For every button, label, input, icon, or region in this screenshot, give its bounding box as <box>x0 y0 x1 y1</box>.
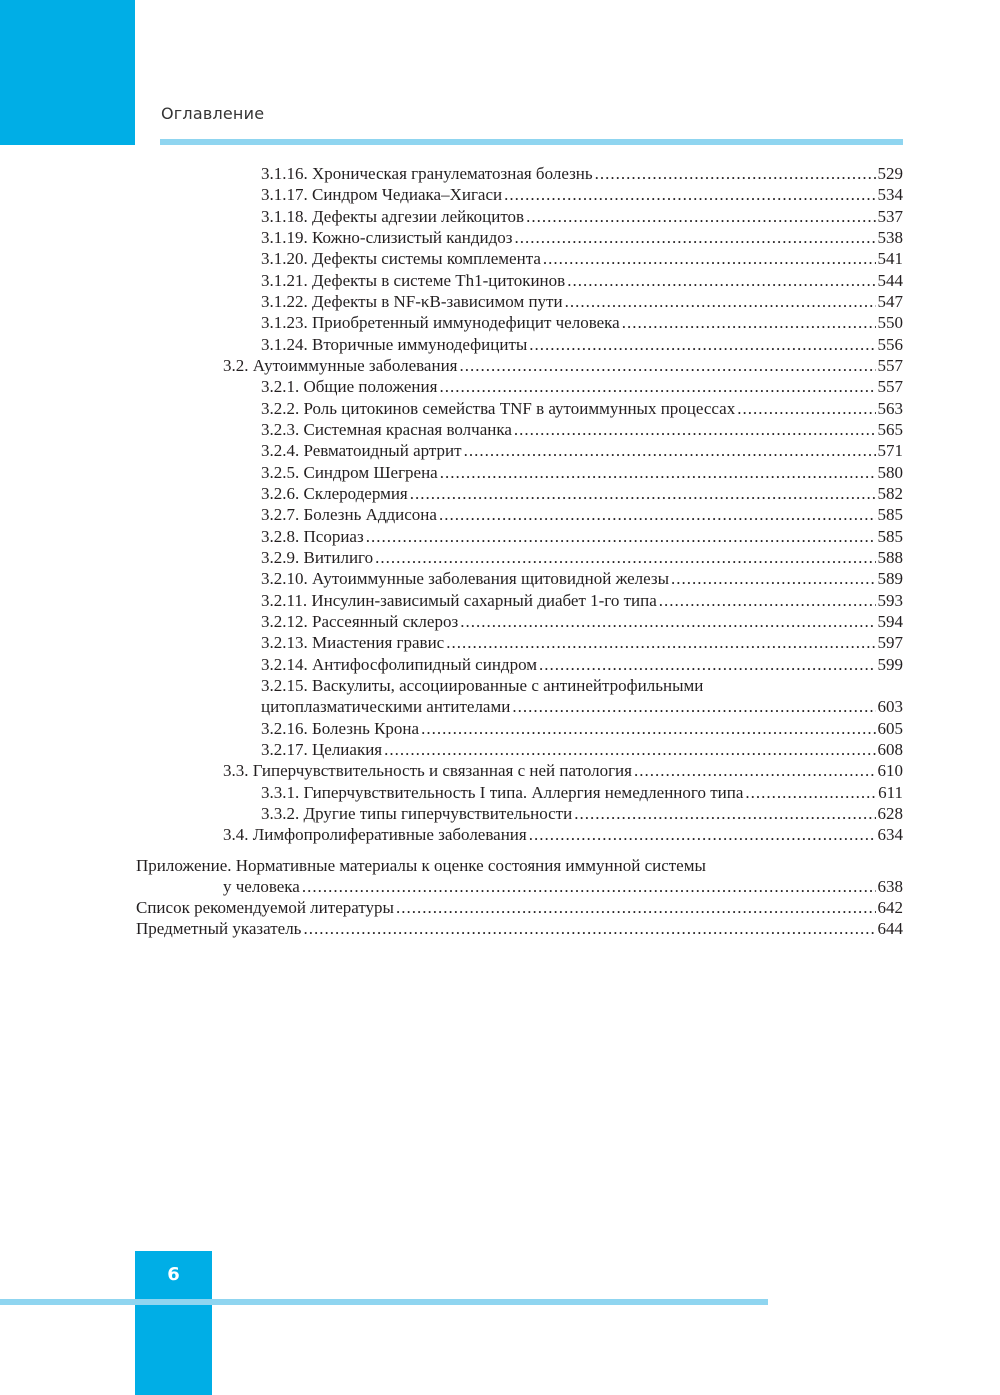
toc-entry-title-continued: цитоплазматическими антителами <box>261 697 511 717</box>
toc-entry[interactable] <box>0 568 903 589</box>
toc-entry[interactable] <box>0 440 903 461</box>
dot-leader <box>440 462 876 483</box>
top-color-block <box>0 0 135 145</box>
toc-entry-line[interactable] <box>0 855 903 876</box>
toc-entry[interactable] <box>0 184 903 205</box>
toc-page-number: 529 <box>877 164 903 183</box>
toc-entry[interactable] <box>0 824 903 845</box>
toc-entry[interactable] <box>0 163 903 184</box>
toc-entry-title: Предметный указатель <box>136 919 302 939</box>
toc-page-number: 556 <box>877 334 903 354</box>
dot-leader <box>384 739 875 760</box>
toc-entry-title: 3.2.17. Целиакия <box>261 739 383 759</box>
toc-entry[interactable] <box>0 504 903 525</box>
toc-entry[interactable] <box>0 876 903 897</box>
toc-page-number: 608 <box>877 739 903 759</box>
toc-page-number: 597 <box>877 633 903 653</box>
toc-entry[interactable] <box>0 590 903 611</box>
toc-entry-title: 3.3.2. Другие типы гиперчувствительности <box>261 803 573 823</box>
toc-page-number: 599 <box>877 654 903 674</box>
dot-leader <box>439 376 875 397</box>
toc-entry-title: 3.2.8. Псориаз <box>261 526 364 546</box>
toc-page-number: 585 <box>877 526 903 546</box>
dot-leader <box>439 504 876 525</box>
dot-leader <box>574 803 875 824</box>
toc-page-number: 563 <box>877 398 903 418</box>
dot-leader <box>366 526 876 547</box>
toc-entry-title: 3.2.5. Синдром Шегрена <box>261 462 438 482</box>
toc-entry[interactable] <box>0 547 903 568</box>
toc-entry[interactable] <box>0 739 903 760</box>
toc-entry[interactable] <box>0 632 903 653</box>
toc-entry-title: 3.1.19. Кожно-слизистый кандидоз <box>261 227 513 247</box>
toc-entry[interactable] <box>0 760 903 781</box>
dot-leader <box>745 782 876 803</box>
toc-entry-title: 3.2.2. Роль цитокинов семейства TNF в аутоиммунных процессах <box>261 398 736 418</box>
toc-entry[interactable] <box>0 526 903 547</box>
toc-entry-title: Приложение. Нормативные материалы к оценке состояния иммунной системы <box>136 855 706 875</box>
toc-entry-title: 3.2.11. Инсулин-зависимый сахарный диабет 1-го типа <box>261 590 657 610</box>
dot-leader <box>567 270 875 291</box>
toc-page-number: 571 <box>877 441 903 461</box>
dot-leader <box>421 718 875 739</box>
toc-page-number: 610 <box>877 761 903 781</box>
toc-entry[interactable] <box>0 897 903 918</box>
toc-page-number: 582 <box>877 483 903 503</box>
toc-page-number: 589 <box>877 569 903 589</box>
toc-entry-title: 3.2.13. Миастения гравис <box>261 633 445 653</box>
toc-entry-title: Список рекомендуемой литературы <box>136 898 394 918</box>
toc-page-number: 605 <box>877 718 903 738</box>
dot-leader <box>375 547 875 568</box>
toc-entry[interactable] <box>0 918 903 939</box>
toc-entry-title: 3.1.24. Вторичные иммунодефициты <box>261 334 528 354</box>
toc-entry[interactable] <box>0 355 903 376</box>
toc-entry-title: 3.2.15. Васкулиты, ассоциированные с антинейтрофильными <box>261 675 704 695</box>
dot-leader <box>529 824 876 845</box>
toc-entry[interactable] <box>0 696 903 717</box>
toc-entry-title: 3.4. Лимфопролиферативные заболевания <box>223 825 527 845</box>
toc-entry[interactable] <box>0 376 903 397</box>
toc-page-number: 644 <box>877 919 903 939</box>
dot-leader <box>303 918 875 939</box>
toc-entry-title: 3.2. Аутоиммунные заболевания <box>223 355 458 375</box>
toc-entry-title: 3.2.9. Витилиго <box>261 547 374 567</box>
dot-leader <box>622 312 876 333</box>
table-of-contents <box>0 163 903 940</box>
dot-leader <box>515 227 876 248</box>
toc-page-number: 557 <box>877 355 903 375</box>
dot-leader <box>659 590 876 611</box>
toc-page-number: 580 <box>877 462 903 482</box>
toc-entry[interactable] <box>0 206 903 227</box>
toc-page-number: 585 <box>877 505 903 525</box>
toc-entry[interactable] <box>0 270 903 291</box>
dot-leader <box>460 611 875 632</box>
dot-leader <box>565 291 876 312</box>
dot-leader <box>539 654 875 675</box>
toc-entry[interactable] <box>0 718 903 739</box>
dot-leader <box>396 897 876 918</box>
toc-page-number: 603 <box>877 697 903 717</box>
toc-entry[interactable] <box>0 611 903 632</box>
dot-leader <box>514 419 876 440</box>
header-rule <box>160 139 903 145</box>
dot-leader <box>634 760 876 781</box>
dot-leader <box>460 355 876 376</box>
toc-page-number: 642 <box>877 898 903 918</box>
section-gap <box>0 846 903 855</box>
dot-leader <box>543 248 876 269</box>
dot-leader <box>512 696 875 717</box>
toc-page-number: 541 <box>877 249 903 269</box>
toc-page-number: 565 <box>877 419 903 439</box>
toc-entry[interactable] <box>0 483 903 504</box>
toc-page-number: 550 <box>877 313 903 333</box>
toc-entry[interactable] <box>0 398 903 419</box>
toc-entry-title: 3.1.21. Дефекты в системе Th1-цитокинов <box>261 270 566 290</box>
toc-entry-title: 3.1.20. Дефекты системы комплемента <box>261 249 541 269</box>
toc-entry-title: 3.3. Гиперчувствительность и связанная с ней патология <box>223 761 632 781</box>
toc-page-number: 628 <box>877 803 903 823</box>
toc-page-number: 547 <box>877 291 903 311</box>
dot-leader <box>302 876 876 897</box>
toc-entry-title: 3.2.4. Ревматоидный артрит <box>261 441 462 461</box>
toc-page-number: 638 <box>877 876 903 896</box>
toc-page-number: 538 <box>877 227 903 247</box>
toc-entry-title: 3.2.16. Болезнь Крона <box>261 718 420 738</box>
toc-entry-title: 3.2.6. Склеродермия <box>261 483 408 503</box>
toc-page-number: 557 <box>877 377 903 397</box>
toc-page-number: 534 <box>877 185 903 205</box>
dot-leader <box>446 632 875 653</box>
toc-entry-title-continued: у человека <box>223 876 300 896</box>
dot-leader <box>595 163 876 184</box>
dot-leader <box>504 184 875 205</box>
toc-entry-title: 3.2.10. Аутоиммунные заболевания щитовидной железы <box>261 569 670 589</box>
toc-entry[interactable] <box>0 291 903 312</box>
toc-entry-title: 3.2.14. Антифосфолипидный синдром <box>261 654 538 674</box>
toc-entry-title: 3.1.16. Хроническая гранулематозная болезнь <box>261 164 593 183</box>
running-header: Оглавление <box>161 104 265 123</box>
toc-entry[interactable] <box>0 227 903 248</box>
toc-entry[interactable] <box>0 782 903 803</box>
toc-page-number: 588 <box>877 547 903 567</box>
dot-leader <box>526 206 875 227</box>
toc-entry[interactable] <box>0 419 903 440</box>
toc-entry-title: 3.2.3. Системная красная волчанка <box>261 419 512 439</box>
toc-entry[interactable] <box>0 462 903 483</box>
page-number: 6 <box>167 1264 180 1285</box>
toc-entry-title: 3.3.1. Гиперчувствительность I типа. Аллергия немедленного типа <box>261 782 744 802</box>
dot-leader <box>464 440 876 461</box>
toc-page-number: 611 <box>878 782 903 802</box>
toc-entry[interactable] <box>0 334 903 355</box>
toc-page-number: 634 <box>877 825 903 845</box>
toc-entry[interactable] <box>0 312 903 333</box>
toc-page-number: 593 <box>877 590 903 610</box>
dot-leader <box>671 568 875 589</box>
toc-page-number: 594 <box>877 611 903 631</box>
toc-page-number: 537 <box>877 206 903 226</box>
dot-leader <box>529 334 875 355</box>
toc-page-number: 544 <box>877 270 903 290</box>
toc-entry-title: 3.1.23. Приобретенный иммунодефицит человека <box>261 313 620 333</box>
toc-entry[interactable] <box>0 248 903 269</box>
toc-entry-line[interactable] <box>0 675 903 696</box>
dot-leader <box>737 398 875 419</box>
dot-leader <box>410 483 876 504</box>
toc-entry[interactable] <box>0 803 903 824</box>
toc-entry-title: 3.1.22. Дефекты в NF-κB-зависимом пути <box>261 291 563 311</box>
toc-entry-title: 3.2.12. Рассеянный склероз <box>261 611 459 631</box>
toc-entry[interactable] <box>0 654 903 675</box>
toc-entry-title: 3.1.18. Дефекты адгезии лейкоцитов <box>261 206 525 226</box>
footer-rule <box>0 1299 768 1305</box>
toc-entry-title: 3.2.1. Общие положения <box>261 377 438 397</box>
toc-entry-title: 3.2.7. Болезнь Аддисона <box>261 505 437 525</box>
toc-entry-title: 3.1.17. Синдром Чедиака–Хигаси <box>261 185 503 205</box>
